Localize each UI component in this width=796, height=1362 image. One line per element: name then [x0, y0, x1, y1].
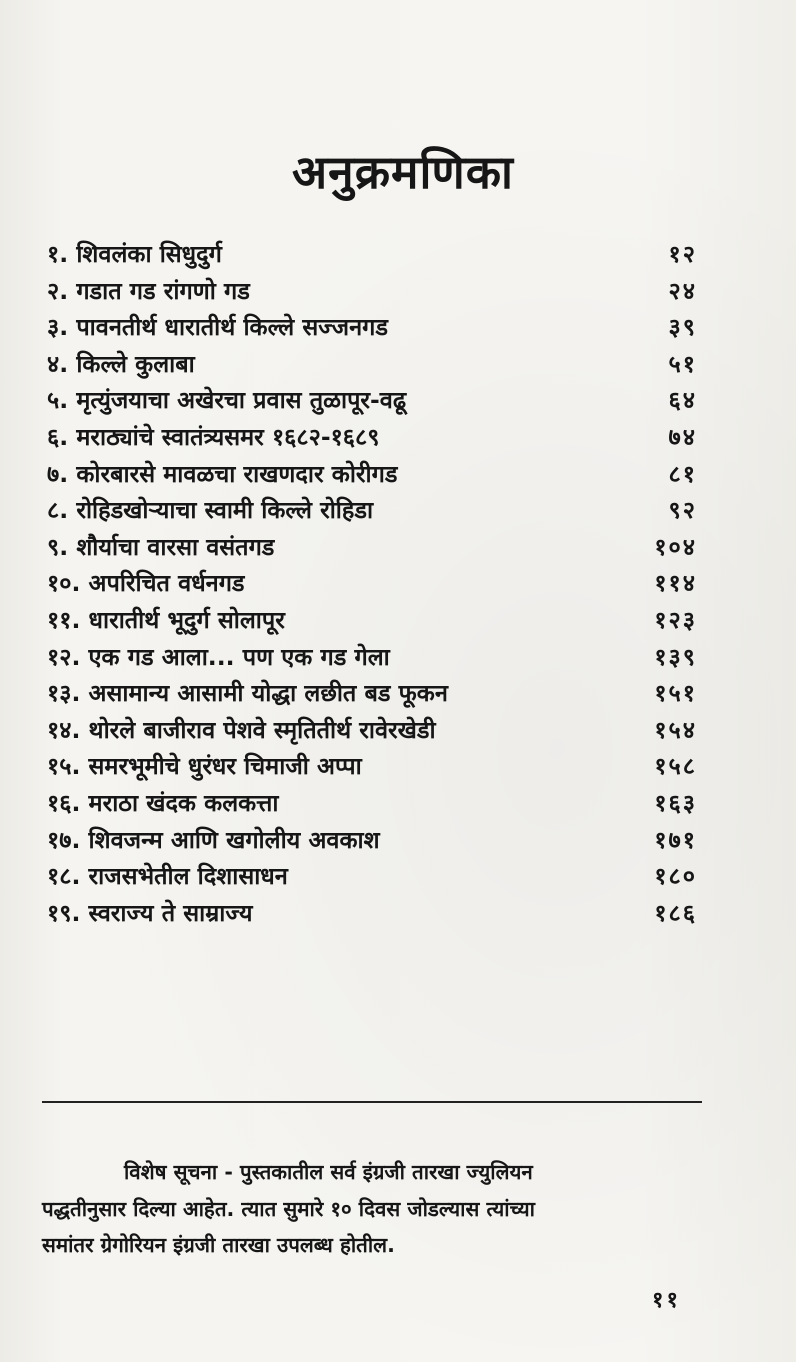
- toc-entry-title: १५. समरभूमीचे धुरंधर चिमाजी अप्पा: [47, 752, 362, 781]
- toc-entry-page: १५४: [654, 715, 697, 744]
- note-line: विशेष सूचना - पुस्तकातील सर्व इंग्रजी तारखा ज्युलियन: [124, 1160, 533, 1184]
- toc-entry-page: १०४: [654, 532, 697, 561]
- toc-entry-page: १८६: [654, 898, 697, 927]
- page-title: अनुक्रमणिका: [292, 145, 514, 199]
- toc-entry-page: २४: [668, 276, 697, 305]
- toc-entry-page: ११४: [654, 569, 697, 598]
- toc-entry-page: १२३: [654, 605, 697, 634]
- toc-entry-title: १०. अपरिचित वर्धनगड: [47, 569, 245, 598]
- toc-entry-page: १५८: [654, 752, 697, 781]
- toc-entry-title: १२. एक गड आला... पण एक गड गेला: [47, 642, 390, 671]
- toc-entry-page: ३९: [668, 313, 697, 342]
- toc-entry: [47, 785, 697, 822]
- toc-entry: [47, 822, 697, 859]
- toc-entry-title: ४. किल्ले कुलाबा: [47, 349, 195, 378]
- toc-entry-title: १७. शिवजन्म आणि खगोलीय अवकाश: [47, 825, 380, 854]
- toc-entry-page: १८०: [654, 862, 697, 891]
- toc-entry-title: १४. थोरले बाजीराव पेशवे स्मृतितीर्थ रावेरखेडी: [47, 715, 436, 744]
- toc-entry-page: १७१: [654, 825, 697, 854]
- table-of-contents: [47, 236, 697, 931]
- toc-entry-page: ८१: [668, 459, 697, 488]
- toc-entry: [47, 273, 697, 310]
- toc-entry: [47, 529, 697, 566]
- toc-entry: [47, 456, 697, 493]
- toc-entry-title: १. शिवलंका सिधुदुर्ग: [47, 240, 222, 268]
- page-number: ११: [652, 1288, 681, 1313]
- toc-entry: [47, 492, 697, 529]
- toc-entry-page: १५१: [654, 679, 697, 708]
- toc-entry: [47, 675, 697, 712]
- toc-entry: [47, 565, 697, 602]
- toc-entry: [47, 748, 697, 785]
- toc-entry: [47, 639, 697, 676]
- toc-entry-page: ५१: [668, 349, 697, 378]
- toc-entry: [47, 712, 697, 749]
- toc-entry-title: १३. असामान्य आसामी योद्धा लछीत बड फूकन: [47, 679, 448, 708]
- toc-entry: [47, 858, 697, 895]
- toc-entry-title: ११. धारातीर्थ भूदुर्ग सोलापूर: [47, 605, 285, 634]
- special-note: [42, 1154, 702, 1264]
- toc-entry-title: १९. स्वराज्य ते साम्राज्य: [47, 898, 253, 927]
- toc-entry-title: २. गडात गड रांगणो गड: [47, 276, 250, 305]
- note-line: पद्धतीनुसार दिल्या आहेत. त्यात सुमारे १० दिवस जोडल्यास त्यांच्या: [42, 1196, 535, 1221]
- toc-entry: [47, 309, 697, 346]
- toc-entry-page: ६४: [668, 386, 697, 415]
- toc-entry: [47, 602, 697, 639]
- toc-entry-title: ८. रोहिडखोऱ्याचा स्वामी किल्ले रोहिडा: [47, 496, 374, 525]
- toc-entry-title: ३. पावनतीर्थ धारातीर्थ किल्ले सज्जनगड: [47, 313, 388, 342]
- toc-entry-title: ९. शौर्याचा वारसा वसंतगड: [47, 532, 275, 561]
- horizontal-divider: [42, 1101, 702, 1103]
- toc-entry-title: ६. मराठ्यांचे स्वातंत्र्यसमर १६८२-१६८९: [47, 422, 380, 451]
- toc-entry: [47, 382, 697, 419]
- toc-entry-page: १६३: [654, 788, 697, 817]
- toc-entry-title: १८. राजसभेतील दिशासाधन: [47, 862, 288, 891]
- toc-entry: [47, 346, 697, 383]
- toc-entry-page: ९२: [668, 496, 697, 525]
- toc-entry: [47, 236, 697, 273]
- toc-entry-page: १२: [668, 240, 697, 268]
- toc-entry-title: ७. कोरबारसे मावळचा राखणदार कोरीगड: [47, 459, 398, 488]
- toc-entry-title: १६. मराठा खंदक कलकत्ता: [47, 788, 279, 817]
- note-line: समांतर ग्रेगोरियन इंग्रजी तारखा उपलब्ध होतील.: [42, 1233, 395, 1257]
- toc-entry-page: ७४: [668, 422, 697, 451]
- toc-entry: [47, 419, 697, 456]
- toc-entry: [47, 895, 697, 932]
- toc-entry-page: १३९: [654, 642, 697, 671]
- toc-entry-title: ५. मृत्युंजयाचा अखेरचा प्रवास तुळापूर-वढू: [47, 386, 407, 415]
